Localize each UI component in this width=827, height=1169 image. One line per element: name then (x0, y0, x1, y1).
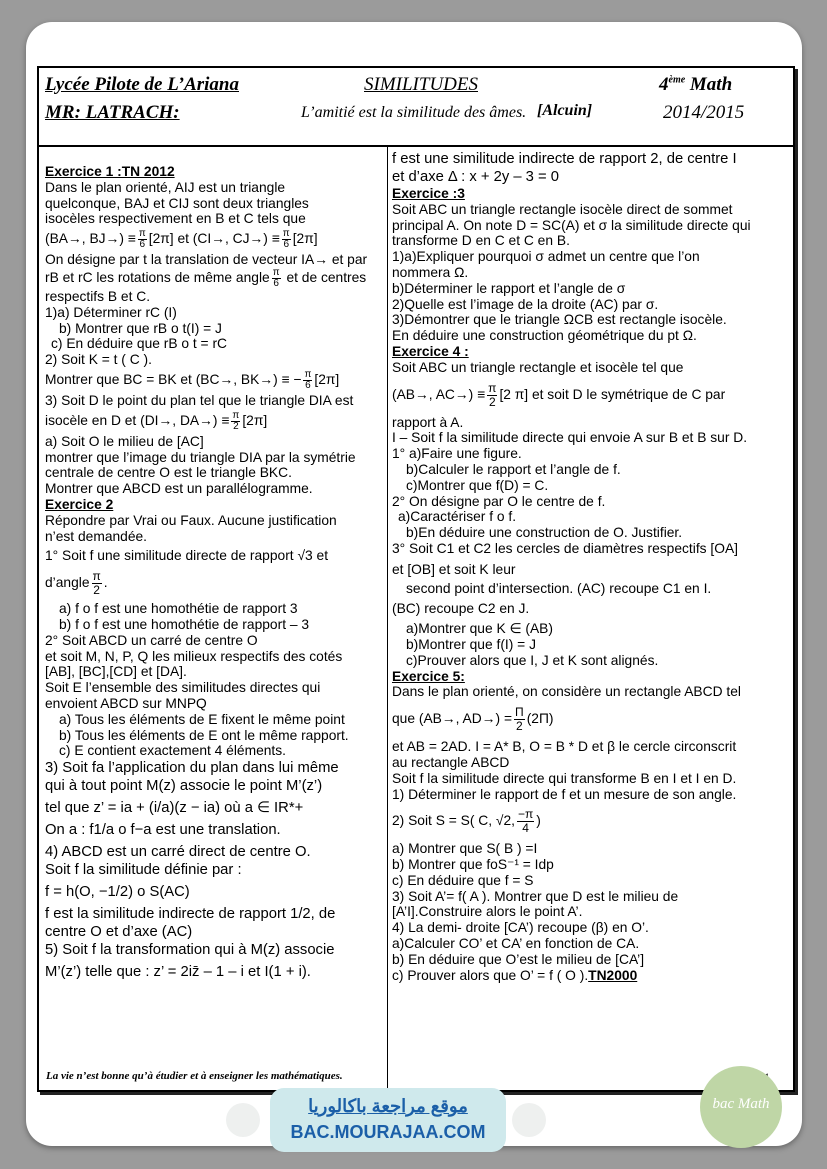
exercise-5-title: Exercice 5: (392, 668, 465, 684)
text-line (392, 382, 788, 409)
denominator: 6 (305, 379, 311, 391)
question: 2) Soit K = t ( C ). (45, 352, 152, 368)
math-expr: [2π] et (148, 231, 189, 247)
question: 1) Déterminer le rapport de f et un mesure de son angle. (392, 786, 737, 802)
math-expr: ) (536, 813, 541, 829)
text-span: On désigne par t la translation de vecteur IA→ (45, 252, 328, 268)
school-name: Lycée Pilote de L’Ariana (45, 74, 239, 95)
level (659, 74, 732, 96)
question: nommera Ω. (392, 264, 469, 280)
question: Montrer que ABCD est un parallélogramme. (45, 481, 313, 497)
text-line (392, 706, 788, 733)
question: 1)a)Expliquer pourquoi σ admet un centre que l’on (392, 249, 700, 265)
text-line: et d’axe Δ : x + 2y – 3 = 0 (392, 169, 559, 185)
text-line: envoient ABCD sur MNPQ (45, 695, 207, 711)
question: 2° On désigne par O le centre de f. (392, 493, 606, 509)
math-expr: [2π] (242, 412, 268, 428)
text-line: Soit ABC un triangle rectangle et isocèle tel que (392, 359, 684, 375)
text-line: au rectangle ABCD (392, 754, 510, 770)
question: a)Calculer CO’ et CA’ en fonction de CA. (392, 936, 640, 952)
question: 5) Soit f la transformation qui à M(z) associe (45, 942, 335, 959)
document-frame (37, 66, 795, 1092)
fraction (92, 570, 102, 597)
question: 2)Quelle est l’image de la droite (AC) par σ. (392, 296, 659, 312)
question: c)Montrer que f(D) = C. (406, 477, 549, 493)
text-line: et AB = 2AD. I = A* B, O = B * D et β le cercle circonscrit (392, 739, 737, 755)
exercise-2-title: Exercice 2 (45, 496, 114, 512)
text-span: d’angle (45, 575, 90, 591)
denominator: 6 (139, 239, 146, 251)
question: c)Prouver alors que I, J et K sont alignés. (406, 652, 659, 668)
text-line: f est une similitude indirecte de rapport 2, de centre I (392, 151, 737, 167)
header (39, 68, 793, 146)
exercise-4-title: Exercice 4 : (392, 343, 469, 359)
fraction (517, 808, 534, 835)
math-expr: (AB→, AC→) ≡ (392, 386, 486, 402)
text-line: Soit ABC un triangle rectangle isocèle direct de sommet (392, 201, 733, 217)
level-suffix: ème (668, 74, 686, 86)
text-line: Répondre par Vrai ou Faux. Aucune justification (45, 512, 337, 528)
banner-site[interactable]: BAC.MOURAJAA.COM (290, 1122, 486, 1142)
fraction (282, 229, 291, 250)
fraction (231, 411, 240, 432)
numerator: Π (515, 705, 524, 720)
numerator: −π (517, 807, 534, 822)
numerator: π (304, 368, 312, 380)
text-span: c) Prouver alors que O’ = f ( O ). (392, 967, 589, 983)
right-column (392, 150, 788, 983)
motto: L’amitié est la similitude des âmes. (301, 104, 527, 121)
question: (BC) recoupe C2 en J. (392, 601, 530, 617)
column-separator (387, 146, 388, 1090)
badge-text: bac Math (712, 1096, 770, 1112)
text-line (45, 268, 385, 289)
exercise-3-title: Exercice :3 (392, 186, 465, 201)
text-span: et de centres (286, 270, 367, 286)
question: a) Montrer que S( B ) =I (392, 841, 538, 857)
question: b)Montrer que f(I) = J (406, 636, 536, 652)
numerator: π (92, 569, 101, 584)
question: [A’I].Construire alors le point A’. (392, 904, 583, 920)
question: qui à tout point M(z) associe le point M’(z’) (45, 778, 323, 795)
question: 1° Soit f une similitude directe de rapport √3 et (45, 548, 329, 564)
question: b) Montrer que foS⁻¹ = Idp (392, 857, 554, 873)
text-line (45, 252, 385, 268)
question: On a : f1/a o f−a est une translation. (45, 822, 281, 839)
question: 3) Soit A’= f( A ). Montrer que D est le milieu de (392, 888, 679, 904)
question: 1)a) Déterminer rC (I) (45, 304, 177, 320)
question: b) Tous les éléments de E ont le même rapport. (59, 727, 349, 743)
denominator: 6 (273, 277, 279, 289)
book-logo-icon (226, 1103, 260, 1137)
question: a)Montrer que K ∈ (AB) (406, 621, 553, 637)
question: b) En déduire que O’est le milieu de [CA’] (392, 951, 645, 967)
level-label: Math (689, 74, 733, 95)
math-expr: 2) Soit S = S( C, √2, (392, 813, 515, 829)
math-expr: [2 π] et soit D le symétrique de C par (499, 386, 726, 402)
question (392, 968, 788, 984)
fraction (303, 370, 312, 391)
page-title: SIMILITUDES (364, 74, 478, 95)
question: 4) La demi- droite [CA’) recoupe (β) en O’. (392, 920, 649, 936)
numerator: π (282, 228, 290, 240)
denominator: 2 (488, 394, 496, 409)
denominator: 4 (522, 821, 529, 836)
text-span: et par (331, 252, 368, 268)
text-span: . (103, 575, 108, 591)
text-span: rB et rC les rotations de même angle (45, 270, 270, 286)
page-sheet (26, 22, 802, 1146)
text-line: Soit f la similitude directe qui transforme B en I et I en D. (392, 770, 737, 786)
question (45, 570, 385, 597)
question: 3)Démontrer que le triangle ΩCB est rectangle isocèle. (392, 312, 727, 328)
question: a) Tous les éléments de E fixent le même point (59, 711, 345, 727)
fraction (514, 706, 525, 733)
fraction (272, 268, 281, 289)
math-expr: (BA→, BJ→) ≡ (45, 231, 136, 247)
text-line: isocèles respectivement en B et C tels que (45, 211, 306, 227)
school-year: 2014/2015 (663, 102, 745, 123)
text-line: Dans le plan orienté, AIJ est un triangle (45, 179, 286, 195)
question: 1° a)Faire une figure. (392, 446, 522, 462)
text-line: n’est demandée. (45, 528, 148, 544)
question: 2° Soit ABCD un carré de centre O (45, 632, 258, 648)
banner-arabic[interactable]: موقع مراجعة باكالوريا (308, 1096, 468, 1116)
question: 3) Soit fa l’application du plan dans lui même (45, 760, 339, 777)
header-rule (39, 145, 793, 147)
question: centrale de centre O est le triangle BKC. (45, 465, 292, 481)
text-line: quelconque, BAJ et CIJ sont deux triangles (45, 195, 309, 211)
question: montrer que l’image du triangle DIA par la symétrie (45, 449, 356, 465)
denominator: 2 (93, 583, 100, 598)
math-expr: (CI→, CJ→) ≡ (192, 231, 280, 247)
question: c) En déduire que f = S (392, 872, 534, 888)
teacher-name: MR: LATRACH: (45, 102, 180, 123)
text-line: Soit E l’ensemble des similitudes directes qui (45, 680, 321, 696)
bac-math-badge (700, 1066, 782, 1148)
question: tel que z’ = ia + (i/a)(z − ia) où a ∈ IR*+ (45, 800, 304, 817)
question: a) f o f est une homothétie de rapport 3 (59, 601, 298, 617)
denominator: 2 (233, 420, 239, 432)
left-column (45, 150, 385, 981)
footer-quote: La vie n’est bonne qu’à étudier et à enseigner les mathématiques. (46, 1070, 343, 1082)
question (392, 808, 788, 835)
question: f = h(O, −1/2) o S(AC) (45, 884, 190, 901)
question: Soit f la similitude définie par : (45, 862, 242, 879)
question (45, 370, 385, 391)
question: et [OB] et soit K leur (392, 561, 516, 577)
exercise-1-title: Exercice 1 :TN 2012 (45, 164, 175, 179)
math-expr: Montrer que BC = BK et (BC→, BK→) ≡ − (45, 372, 302, 388)
question: c) E contient exactement 4 éléments. (59, 743, 286, 759)
numerator: π (138, 228, 146, 240)
numerator: π (272, 266, 280, 278)
question: centre O et d’axe (AC) (45, 924, 193, 941)
text-line: I – Soit f la similitude directe qui envoie A sur B et B sur D. (392, 430, 748, 446)
site-banner[interactable] (270, 1088, 506, 1152)
numerator: π (232, 409, 240, 421)
text-line: Dans le plan orienté, on considère un rectangle ABCD tel (392, 684, 741, 700)
math-expr: (2Π) (526, 711, 554, 727)
motto-author: [Alcuin] (537, 102, 593, 119)
text-line: rapport à A. (392, 414, 464, 430)
question: 4) ABCD est un carré direct de centre O. (45, 844, 311, 861)
book-logo-icon (512, 1103, 546, 1137)
question: b) f o f est une homothétie de rapport – 3 (59, 616, 310, 632)
question: M’(z’) telle que : z’ = 2iz̄ – 1 – i et I(1 + i). (45, 964, 311, 981)
fraction (487, 382, 497, 409)
question (45, 411, 385, 432)
question: 3° Soit C1 et C2 les cercles de diamètres respectifs [OA] (392, 540, 738, 556)
text-line: [AB], [BC],[CD] et [DA]. (45, 664, 187, 680)
text-line: respectifs B et C. (45, 288, 151, 304)
question: b)Déterminer le rapport et l’angle de σ (392, 280, 626, 296)
question: b)En déduire une construction de O. Justifier. (406, 525, 683, 541)
question: a)Caractériser f o f. (398, 509, 517, 525)
question: 3) Soit D le point du plan tel que le triangle DIA est (45, 392, 354, 408)
level-number: 4 (659, 74, 669, 95)
text-line: et soit M, N, P, Q les milieux respectifs des cotés (45, 648, 343, 664)
math-expr: que (AB→, AD→) = (392, 711, 513, 727)
text-line: principal A. On note D = SC(A) et σ la similitude directe qui (392, 217, 751, 233)
question: c) En déduire que rB o t = rC (51, 336, 227, 352)
text-line (45, 229, 385, 250)
question: b)Calculer le rapport et l’angle de f. (406, 461, 621, 477)
denominator: 2 (516, 719, 523, 734)
denominator: 6 (283, 239, 290, 251)
numerator: π (488, 380, 497, 395)
text-line: transforme D en C et C en B. (392, 233, 570, 249)
math-expr: [2π] (292, 231, 318, 247)
question: f est la similitude indirecte de rapport 1/2, de (45, 906, 336, 923)
fraction (138, 229, 147, 250)
source-tag: TN2000 (588, 967, 638, 983)
question: b) Montrer que rB o t(I) = J (59, 320, 222, 336)
math-expr: [2π] (314, 372, 340, 388)
question: second point d’intersection. (AC) recoupe C1 en I. (406, 580, 712, 596)
math-expr: isocèle en D et (DI→, DA→) ≡ (45, 412, 230, 428)
question: En déduire une construction géométrique du pt Ω. (392, 328, 697, 344)
question: a) Soit O le milieu de [AC] (45, 433, 204, 449)
